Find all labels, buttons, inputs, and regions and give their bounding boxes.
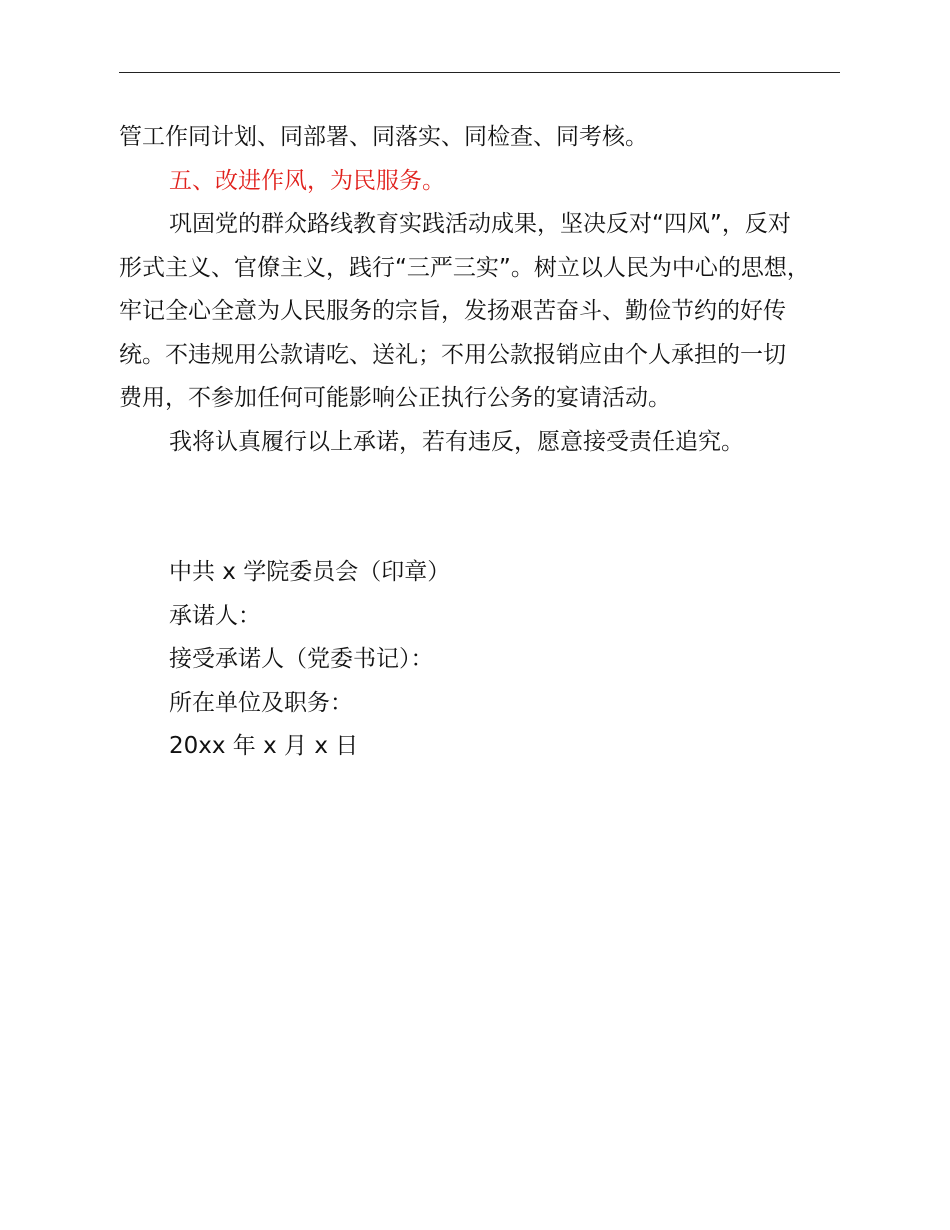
organization-seal-line: 中共 x 学院委员会（印章） — [169, 559, 451, 585]
pledge-statement: 我将认真履行以上承诺，若有违反，愿意接受责任追究。 — [169, 428, 744, 455]
date-line: 20xx 年 x 月 x 日 — [169, 733, 359, 759]
body-line: 牢记全心全意为人民服务的宗旨，发扬艰苦奋斗、勤俭节约的好传 — [119, 298, 786, 324]
body-line: 巩固党的群众路线教育实践活动成果，坚决反对“四风”，反对 — [169, 211, 791, 237]
body-line: 形式主义、官僚主义，践行“三严三实”。树立以人民为中心的思想， — [119, 254, 810, 281]
document-body — [119, 116, 849, 464]
body-line-continuation: 管工作同计划、同部署、同落实、同检查、同考核。 — [119, 124, 648, 150]
unit-position-line: 所在单位及职务： — [169, 689, 353, 716]
pledger-line: 承诺人： — [169, 602, 261, 629]
body-line: 费用，不参加任何可能影响公正执行公务的宴请活动。 — [119, 385, 671, 411]
signature-block — [169, 551, 450, 769]
pledge-recipient-line: 接受承诺人（党委书记）： — [169, 646, 434, 672]
section-heading: 五、改进作风，为民服务。 — [169, 167, 445, 194]
body-line: 统。不违规用公款请吃、送礼；不用公款报销应由个人承担的一切 — [119, 341, 786, 368]
header-rule — [119, 72, 840, 73]
